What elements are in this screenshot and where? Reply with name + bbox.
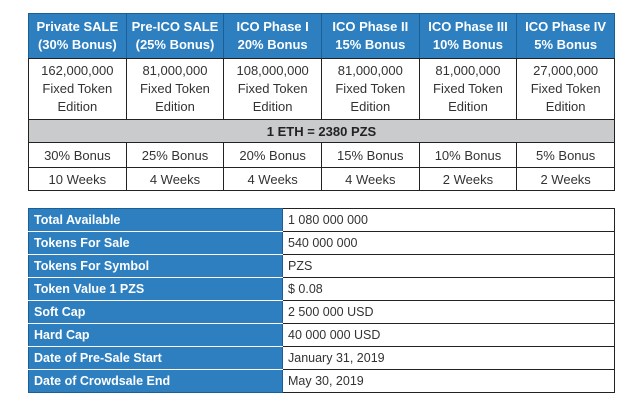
token-edition: Fixed Token: [433, 81, 503, 96]
info-value: 40 000 000 USD: [283, 324, 615, 347]
phase-bonus-header: (25% Bonus): [135, 37, 215, 52]
phase-bonus-header: 5% Bonus: [534, 37, 598, 52]
exchange-rate: 1 ETH = 2380 PZS: [29, 120, 615, 143]
token-edition-line: Edition: [545, 99, 586, 114]
info-row: [29, 232, 615, 255]
token-amount: 108,000,000: [236, 63, 309, 78]
duration-cell: 10 Weeks: [29, 168, 127, 191]
phase-name: ICO Phase III: [428, 19, 508, 34]
bonus-row: [29, 143, 615, 168]
info-row: [29, 301, 615, 324]
phase-header: [321, 14, 419, 59]
token-amount: 81,000,000: [435, 63, 501, 78]
duration-cell: 2 Weeks: [419, 168, 517, 191]
info-value: 2 500 000 USD: [283, 301, 615, 324]
token-edition: Fixed Token: [140, 81, 210, 96]
info-label: Tokens For Symbol: [29, 255, 283, 278]
phase-header: [126, 14, 224, 59]
phase-name: Pre-ICO SALE: [131, 19, 219, 34]
tokens-row: [29, 59, 615, 120]
token-edition-line: Edition: [350, 99, 391, 114]
tokens-cell: [224, 59, 322, 120]
tokens-cell: [517, 59, 615, 120]
duration-cell: 4 Weeks: [224, 168, 322, 191]
token-amount: 162,000,000: [41, 63, 114, 78]
bonus-cell: 10% Bonus: [419, 143, 517, 168]
info-label: Soft Cap: [29, 301, 283, 324]
sale-phases-table: [28, 13, 615, 191]
info-row: [29, 370, 615, 393]
info-value: 540 000 000: [283, 232, 615, 255]
token-edition: Fixed Token: [335, 81, 406, 96]
phase-header: [224, 14, 322, 59]
exchange-rate-row: [29, 120, 615, 143]
bonus-cell: 25% Bonus: [126, 143, 224, 168]
token-edition-line: Edition: [252, 99, 293, 114]
info-row: [29, 255, 615, 278]
bonus-cell: 5% Bonus: [517, 143, 615, 168]
token-amount: 81,000,000: [142, 63, 208, 78]
duration-row: [29, 168, 615, 191]
info-label: Hard Cap: [29, 324, 283, 347]
info-label: Date of Pre-Sale Start: [29, 347, 283, 370]
tokens-cell: [126, 59, 224, 120]
info-row: [29, 278, 615, 301]
info-value: PZS: [283, 255, 615, 278]
tokens-cell: [29, 59, 127, 120]
phase-header: [517, 14, 615, 59]
token-info-table: [28, 208, 615, 393]
phase-name: Private SALE: [36, 19, 119, 34]
phase-name: ICO Phase I: [236, 19, 309, 34]
token-edition: Fixed Token: [237, 81, 308, 96]
bonus-cell: 30% Bonus: [29, 143, 127, 168]
token-edition-line: Edition: [155, 99, 195, 114]
duration-cell: 4 Weeks: [126, 168, 224, 191]
info-value: 1 080 000 000: [283, 209, 615, 232]
info-label: Date of Crowdsale End: [29, 370, 283, 393]
phase-bonus-header: (30% Bonus): [37, 37, 117, 52]
duration-cell: 2 Weeks: [517, 168, 615, 191]
bonus-cell: 15% Bonus: [321, 143, 419, 168]
info-row: [29, 209, 615, 232]
info-value: January 31, 2019: [283, 347, 615, 370]
phase-bonus-header: 20% Bonus: [237, 37, 308, 52]
info-label: Tokens For Sale: [29, 232, 283, 255]
phase-bonus-header: 15% Bonus: [335, 37, 406, 52]
token-edition: Fixed Token: [530, 81, 601, 96]
phase-header-row: [29, 14, 615, 59]
token-edition-line: Edition: [448, 99, 488, 114]
info-value: May 30, 2019: [283, 370, 615, 393]
tokens-cell: [321, 59, 419, 120]
phase-header: [29, 14, 127, 59]
info-label: Token Value 1 PZS: [29, 278, 283, 301]
tokens-cell: [419, 59, 517, 120]
phase-header: [419, 14, 517, 59]
token-amount: 27,000,000: [533, 63, 599, 78]
info-row: [29, 347, 615, 370]
info-label: Total Available: [29, 209, 283, 232]
token-amount: 81,000,000: [337, 63, 403, 78]
phase-bonus-header: 10% Bonus: [432, 37, 503, 52]
duration-cell: 4 Weeks: [321, 168, 419, 191]
token-edition: Fixed Token Edition: [42, 81, 113, 114]
bonus-cell: 20% Bonus: [224, 143, 322, 168]
phase-name: ICO Phase IV: [525, 19, 607, 34]
info-row: [29, 324, 615, 347]
phase-name: ICO Phase II: [332, 19, 409, 34]
info-value: $ 0.08: [283, 278, 615, 301]
